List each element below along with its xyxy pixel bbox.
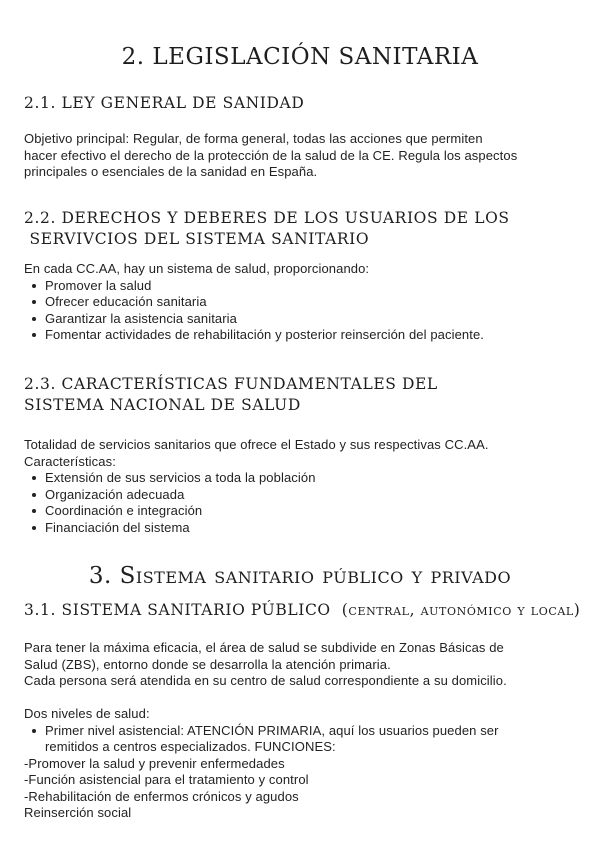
- subsection-2-3-body: [24, 437, 584, 536]
- subsection-2-1-heading: [24, 93, 304, 114]
- bullet-icon: [32, 317, 36, 321]
- bullet-list: [24, 470, 584, 536]
- bullet-icon: [32, 509, 36, 513]
- function-line: -Función asistencial para el tratamiento y control: [24, 772, 309, 787]
- body-line: Objetivo principal: Regular, de forma general, todas las acciones que permiten: [24, 131, 483, 146]
- heading-line: 2.2. DERECHOS Y DEBERES DE LOS USUARIOS DE LOS: [24, 209, 510, 227]
- body-line: Para tener la máxima eficacia, el área de salud se subdivide en Zonas Básicas de: [24, 640, 504, 655]
- section-3-title: 3. Sistema sanitario público y privado: [88, 563, 512, 589]
- subsection-3-1-body: [24, 640, 584, 822]
- bullet-icon: [32, 729, 36, 733]
- bullet-icon: [32, 526, 36, 530]
- bullet-list: [24, 278, 584, 344]
- subsection-2-3-heading: [24, 374, 438, 416]
- section-2-title: 2. LEGISLACIÓN SANITARIA: [121, 44, 479, 70]
- heading-line: 2.3. CARACTERÍSTICAS FUNDAMENTALES DEL: [24, 375, 438, 393]
- subsection-3-1-heading: [24, 600, 580, 621]
- body-line: Cada persona será atendida en su centro de salud correspondiente a su domicilio.: [24, 673, 507, 688]
- function-line: -Promover la salud y prevenir enfermedades: [24, 755, 285, 771]
- bullet-icon: [32, 333, 36, 337]
- bullet-icon: [32, 476, 36, 480]
- function-line: Reinserción social: [24, 805, 132, 820]
- list-item: Garantizar la asistencia sanitaria: [24, 311, 584, 328]
- list-item: Ofrecer educación sanitaria: [24, 294, 584, 311]
- subsection-2-2-heading: [24, 208, 510, 250]
- body-line: Salud (ZBS), entorno donde se desarrolla la atención primaria.: [24, 656, 391, 672]
- heading-suffix: (central, autonómico y local): [341, 601, 581, 619]
- list-item: Primer nivel asistencial: ATENCIÓN PRIMARIA, aquí los usuarios pueden ser remitidos a centros especializados. FUNCIONES:: [24, 723, 584, 756]
- heading-line: SISTEMA NACIONAL DE SALUD: [24, 396, 301, 414]
- heading-line: SERVIVCIOS DEL SISTEMA SANITARIO: [24, 230, 370, 248]
- body-line: principales o esenciales de la sanidad en España.: [24, 164, 318, 179]
- bullet-icon: [32, 300, 36, 304]
- body-line: Totalidad de servicios sanitarios que ofrece el Estado y sus respectivas CC.AA.: [24, 437, 489, 452]
- list-item: Promover la salud: [24, 278, 584, 295]
- list-item: Organización adecuada: [24, 487, 584, 504]
- body-line: hacer efectivo el derecho de la protección de la salud de la CE. Regula los aspectos: [24, 147, 518, 163]
- subsection-2-2-body: [24, 261, 584, 344]
- heading-line: 2.1. LEY GENERAL DE SANIDAD: [24, 94, 305, 112]
- bullet-icon: [32, 284, 36, 288]
- heading-line: 3.1. SISTEMA SANITARIO PÚBLICO (central, autonómico y local): [24, 601, 581, 619]
- list-item: Coordinación e integración: [24, 503, 584, 520]
- list-item: Extensión de sus servicios a toda la población: [24, 470, 584, 487]
- levels-intro: Dos niveles de salud:: [24, 706, 150, 721]
- bullet-icon: [32, 493, 36, 497]
- list-item: Financiación del sistema: [24, 520, 584, 537]
- subsection-2-1-body: [24, 131, 584, 181]
- list-item: Fomentar actividades de rehabilitación y posterior reinserción del paciente.: [24, 327, 584, 344]
- bullet-list: [24, 723, 584, 756]
- intro-text: En cada CC.AA, hay un sistema de salud, proporcionando:: [24, 261, 370, 276]
- function-line: -Rehabilitación de enfermos crónicos y agudos: [24, 788, 299, 804]
- body-line: Características:: [24, 453, 116, 469]
